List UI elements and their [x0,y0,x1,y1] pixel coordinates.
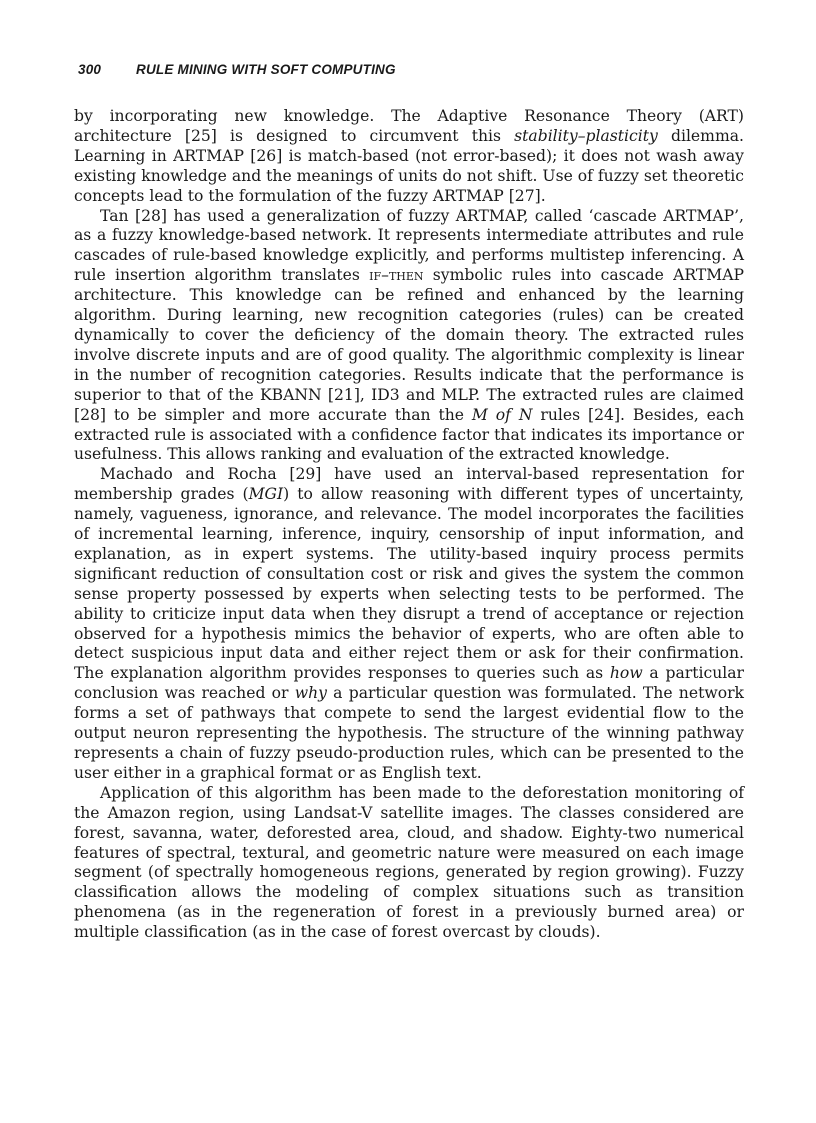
running-title: RULE MINING WITH SOFT COMPUTING [136,62,396,77]
text-run: Machado and Rocha [29] have used an interval-based representation for membership grades ( [74,465,744,504]
paragraph [74,784,744,943]
small-caps-text: if–then [369,266,424,285]
text-run: Application of this algorithm has been made to the deforestation monitoring of the Amazon region, using Landsat-V satellite images. The classes considered are forest, savanna, water, deforested area, cloud, and shadow. Eighty-two numerical features of spectral, textural, and geometric nature were measured on each image segment (of spectrally homogeneous regions, generated by region growing). Fuzzy classification allows the modeling of complex situations such as transition phenomena (as in the regeneration of forest in a previously burned area) or multiple classification (as in the case of forest overcast by clouds). [74,783,744,942]
text-run: ) to allow reasoning with different types of uncertainty, namely, vagueness, ignorance, and relevance. The model incorporates the facilities of incremental learning, inference, inquiry, censorship of input information, and explanation, as in expert systems. The utility-based inquiry process permits significant reduction of consultation cost or risk and gives the system the common sense property possessed by experts when selecting tests to be performed. The ability to criticize input data when they disrupt a trend of acceptance or rejection observed for a hypothesis mimics the behavior of experts, who are often able to detect suspicious input data and either reject them or ask for their confirmation. The explanation algorithm provides responses to queries such as [74,485,744,683]
paragraph [74,107,744,207]
emphasis-text: how [609,664,643,683]
text-run: Tan [28] has used a generalization of fuzzy ARTMAP, called ‘cascade ARTMAP’, as a fuzzy knowledge-based network. It represents intermediate attributes and rule cascades of rule-based knowledge explicitly, and performs multistep inferencing. A rule insertion algorithm translates [74,206,744,285]
emphasis-text: stability–plasticity [514,126,658,145]
text-run: by incorporating new knowledge. The Adaptive Resonance Theory (ART) architecture [25] is designed to circumvent this [74,107,744,145]
emphasis-text: M of N [471,405,533,424]
body-text [74,107,744,943]
running-header [78,62,396,77]
paragraph [74,207,744,466]
emphasis-text: why [294,684,327,703]
text-run: a particular question was formulated. The network forms a set of pathways that compete to send the largest evidential flow to the output neuron representing the hypothesis. The structure of the winning pathway represents a chain of fuzzy pseudo-production rules, which can be presented to the user either in a graphical format or as English text. [74,684,744,782]
page-number: 300 [78,62,102,77]
text-run: rules [24]. Besides, each extracted rule is associated with a confidence factor that indicates its importance or usefulness. This allows ranking and evaluation of the extracted knowledge. [74,405,744,464]
emphasis-text: MGI [248,485,284,504]
text-run: dilemma. Learning in ARTMAP [26] is match-based (not error-based); it does not wash away existing knowledge and the meanings of units do not shift. Use of fuzzy set theoretic concepts lead to the formulation of the fuzzy ARTMAP [27]. [74,126,744,205]
text-run: symbolic rules into cascade ARTMAP architecture. This knowledge can be refined and enhanced by the learning algorithm. During learning, new recognition categories (rules) can be created dynamically to cover the deficiency of the domain theory. The extracted rules involve discrete inputs and are of good quality. The algorithmic complexity is linear in the number of recognition categories. Results indicate that the performance is superior to that of the KBANN [21], ID3 and MLP. The extracted rules are claimed [28] to be simpler and more accurate than the [74,266,744,424]
text-run: a particular conclusion was reached or [74,664,744,703]
paragraph [74,465,744,784]
